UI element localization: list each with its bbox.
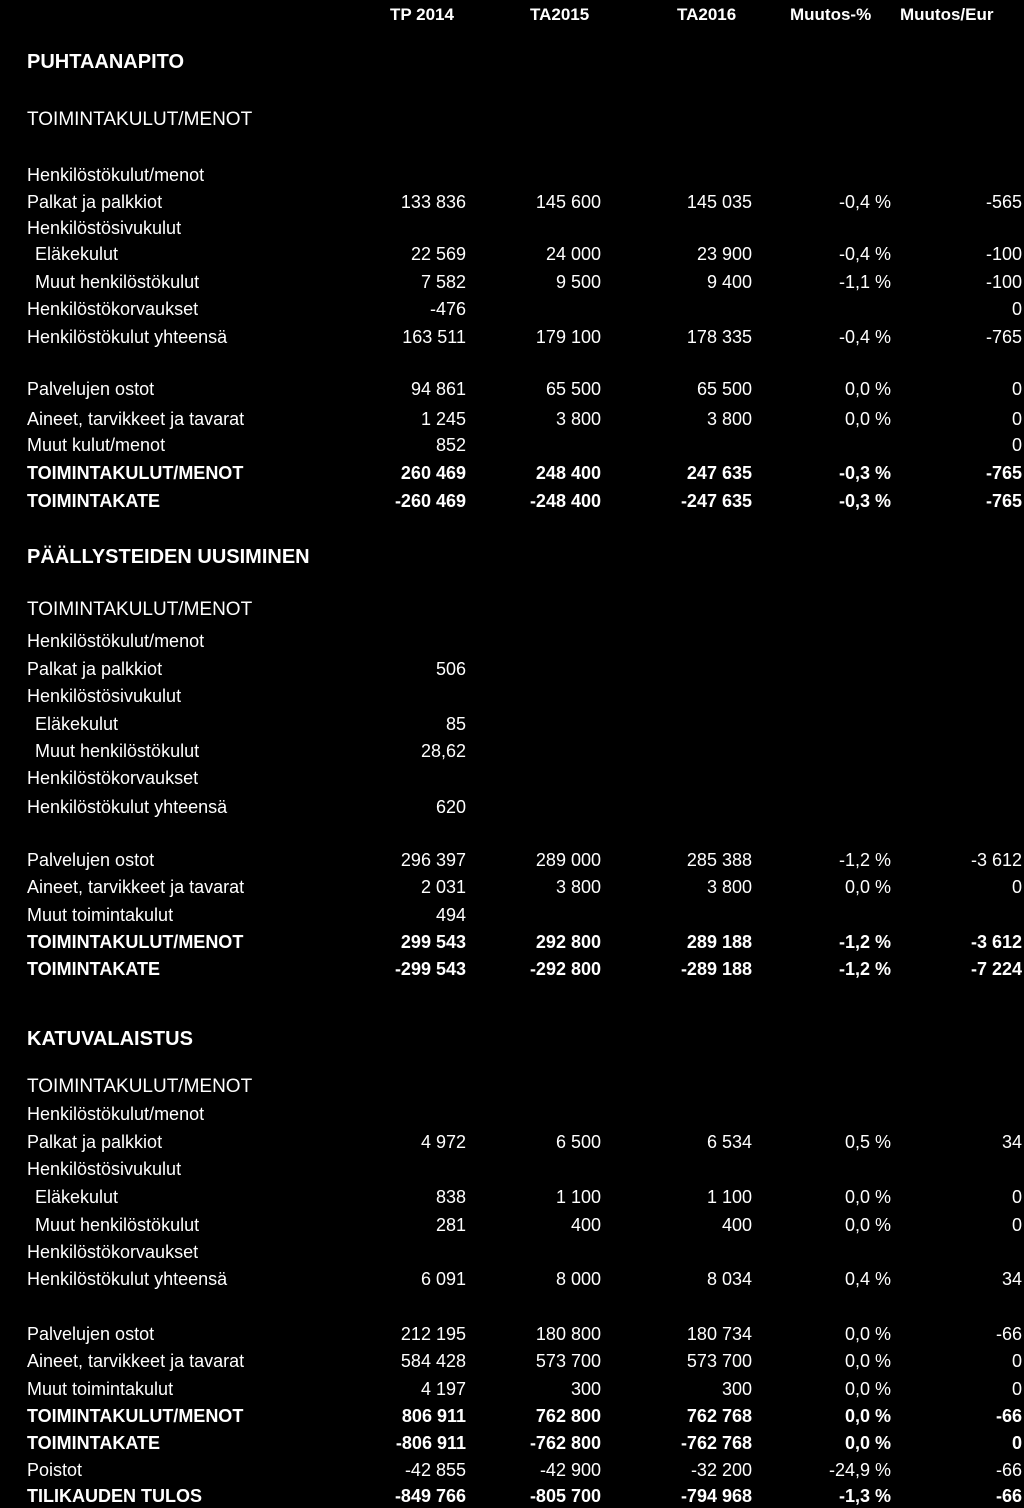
row-label: Henkilöstökorvaukset: [27, 1242, 199, 1262]
cell-tp2014: 7 582: [420, 272, 466, 292]
cell-tp2014: 6 091: [420, 1269, 466, 1289]
cell-tp2014: 838: [435, 1187, 466, 1207]
cell-muutos-eur: -66: [995, 1324, 1022, 1344]
section-subtitle: TOIMINTAKULUT/MENOT: [27, 599, 253, 620]
cell-muutos-pct: 0,0 %: [844, 1351, 891, 1371]
table-row: [0, 1157, 1024, 1181]
row-label: Henkilöstökulut yhteensä: [27, 327, 228, 347]
row-label: Palkat ja palkkiot: [27, 192, 163, 212]
table-row: [0, 766, 1024, 790]
cell-tp2014: 806 911: [401, 1406, 466, 1426]
cell-ta2015: -805 700: [529, 1486, 601, 1506]
col-header-ta2016: TA2016: [677, 5, 737, 24]
cell-ta2015: 762 800: [535, 1406, 601, 1426]
table-row: [0, 903, 1024, 927]
cell-ta2015: 9 500: [555, 272, 601, 292]
cell-ta2015: 300: [570, 1379, 601, 1399]
row-label: Eläkekulut: [35, 1187, 119, 1207]
table-row: [0, 297, 1024, 321]
cell-tp2014: -260 469: [394, 491, 466, 511]
cell-tp2014: 4 197: [420, 1379, 466, 1399]
cell-ta2015: 1 100: [555, 1187, 601, 1207]
cell-ta2016: 285 388: [686, 850, 752, 870]
cell-muutos-eur: 0: [1011, 1215, 1022, 1235]
table-row: [0, 190, 1024, 214]
cell-tp2014: 852: [435, 435, 466, 455]
cell-muutos-eur: 0: [1011, 379, 1022, 399]
cell-ta2016: 145 035: [686, 192, 752, 212]
cell-tp2014: 212 195: [400, 1324, 466, 1344]
table-row: [0, 216, 1024, 240]
table-row: [0, 875, 1024, 899]
cell-muutos-eur: -765: [985, 327, 1022, 347]
cell-muutos-eur: 0: [1011, 409, 1022, 429]
cell-ta2016: 762 768: [686, 1406, 752, 1426]
table-row: [0, 1130, 1024, 1154]
cell-tp2014: 506: [435, 659, 466, 679]
row-label: Muut toimintakulut: [27, 905, 174, 925]
cell-muutos-pct: -1,1 %: [838, 272, 891, 292]
table-row-total: [0, 489, 1024, 513]
cell-muutos-eur: 0: [1011, 877, 1022, 897]
cell-ta2016: -794 968: [680, 1486, 752, 1506]
col-header-muutos-pct: Muutos-%: [790, 5, 872, 24]
col-header-ta2015: TA2015: [530, 5, 590, 24]
table-row: [0, 407, 1024, 431]
cell-ta2016: 178 335: [686, 327, 752, 347]
cell-muutos-eur: 0: [1011, 1433, 1022, 1453]
cell-ta2015: 24 000: [545, 244, 601, 264]
row-label: Muut henkilöstökulut: [35, 272, 200, 292]
cell-muutos-pct: -0,3 %: [838, 463, 891, 483]
table-row: [0, 1349, 1024, 1373]
cell-muutos-eur: 0: [1011, 1351, 1022, 1371]
cell-tp2014: 28,62: [420, 741, 466, 761]
row-label: Palvelujen ostot: [27, 379, 155, 399]
cell-ta2016: 3 800: [706, 877, 752, 897]
table-row: [0, 739, 1024, 763]
cell-muutos-pct: -0,4 %: [838, 192, 891, 212]
row-label: Muut toimintakulut: [27, 1379, 174, 1399]
table-row: [0, 795, 1024, 819]
row-label: Eläkekulut: [35, 244, 119, 264]
row-label: Aineet, tarvikkeet ja tavarat: [27, 409, 245, 429]
table-row: [0, 270, 1024, 294]
table-row: [0, 629, 1024, 653]
cell-muutos-eur: -565: [985, 192, 1022, 212]
section-title-katuvalaistus: KATUVALAISTUS: [27, 1028, 193, 1050]
table-row: [0, 1377, 1024, 1401]
table-row: [0, 325, 1024, 349]
cell-ta2015: -762 800: [529, 1433, 601, 1453]
cell-ta2016: -762 768: [680, 1433, 752, 1453]
cell-tp2014: -299 543: [394, 959, 466, 979]
cell-muutos-pct: 0,0 %: [844, 1433, 891, 1453]
cell-muutos-eur: -66: [995, 1486, 1022, 1506]
cell-ta2016: 247 635: [686, 463, 752, 483]
row-label: Aineet, tarvikkeet ja tavarat: [27, 877, 245, 897]
table-row: [0, 848, 1024, 872]
table-row-total: [0, 1404, 1024, 1428]
cell-muutos-pct: -0,4 %: [838, 327, 891, 347]
cell-tp2014: 260 469: [400, 463, 466, 483]
cell-tp2014: 22 569: [410, 244, 466, 264]
cell-ta2016: 3 800: [706, 409, 752, 429]
cell-muutos-eur: 0: [1011, 1187, 1022, 1207]
cell-tp2014: 1 245: [420, 409, 466, 429]
table-row: [0, 684, 1024, 708]
cell-muutos-eur: 0: [1011, 435, 1022, 455]
cell-muutos-eur: -100: [985, 244, 1022, 264]
cell-muutos-eur: -765: [985, 463, 1022, 483]
cell-ta2015: 292 800: [535, 932, 601, 952]
cell-muutos-eur: 34: [1001, 1132, 1022, 1152]
cell-tp2014: 584 428: [400, 1351, 466, 1371]
cell-muutos-pct: 0,0 %: [844, 1324, 891, 1344]
cell-ta2016: 23 900: [696, 244, 752, 264]
cell-ta2015: 6 500: [555, 1132, 601, 1152]
cell-ta2016: -32 200: [690, 1460, 752, 1480]
row-label: Palkat ja palkkiot: [27, 659, 163, 679]
cell-tp2014: -849 766: [394, 1486, 466, 1506]
cell-muutos-pct: 0,0 %: [844, 379, 891, 399]
cell-muutos-eur: -3 612: [970, 932, 1022, 952]
row-label: TOIMINTAKULUT/MENOT: [27, 932, 244, 952]
cell-muutos-eur: 34: [1001, 1269, 1022, 1289]
row-label: Henkilöstökulut/menot: [27, 1104, 205, 1124]
cell-tp2014: 133 836: [400, 192, 466, 212]
cell-tp2014: 85: [445, 714, 466, 734]
section-subtitle: TOIMINTAKULUT/MENOT: [27, 109, 253, 130]
table-row: [0, 1267, 1024, 1291]
cell-muutos-eur: -66: [995, 1406, 1022, 1426]
table-row: [0, 1240, 1024, 1264]
col-header-muutos-eur: Muutos/Eur: [900, 5, 994, 24]
cell-ta2016: -247 635: [680, 491, 752, 511]
row-label: Muut henkilöstökulut: [35, 741, 200, 761]
cell-ta2016: 300: [721, 1379, 752, 1399]
cell-tp2014: -476: [429, 299, 466, 319]
cell-muutos-pct: 0,0 %: [844, 1406, 891, 1426]
cell-ta2015: -248 400: [529, 491, 601, 511]
table-row: [0, 377, 1024, 401]
cell-muutos-pct: 0,0 %: [844, 1187, 891, 1207]
cell-tp2014: 296 397: [400, 850, 466, 870]
row-label: Henkilöstökulut yhteensä: [27, 1269, 228, 1289]
table-row: [0, 657, 1024, 681]
cell-tp2014: 4 972: [420, 1132, 466, 1152]
row-label: Henkilöstökulut/menot: [27, 631, 205, 651]
table-row: [0, 1185, 1024, 1209]
table-row-total: [0, 461, 1024, 485]
row-label: Palvelujen ostot: [27, 1324, 155, 1344]
cell-muutos-eur: -66: [995, 1460, 1022, 1480]
cell-muutos-eur: -100: [985, 272, 1022, 292]
table-row: [0, 1213, 1024, 1237]
cell-tp2014: -806 911: [395, 1433, 466, 1453]
row-label: TOIMINTAKULUT/MENOT: [27, 463, 244, 483]
section-title-puhtaanapito: PUHTAANAPITO: [27, 51, 185, 73]
cell-ta2015: -292 800: [529, 959, 601, 979]
cell-ta2015: 3 800: [555, 409, 601, 429]
cell-muutos-eur: 0: [1011, 1379, 1022, 1399]
row-label: Henkilöstökorvaukset: [27, 299, 199, 319]
cell-tp2014: 299 543: [400, 932, 466, 952]
row-label: Aineet, tarvikkeet ja tavarat: [27, 1351, 245, 1371]
cell-ta2016: 65 500: [696, 379, 752, 399]
table-row: [0, 433, 1024, 457]
cell-ta2016: 400: [721, 1215, 752, 1235]
cell-tp2014: 494: [435, 905, 466, 925]
row-label: Poistot: [27, 1460, 83, 1480]
cell-ta2016: -289 188: [680, 959, 752, 979]
cell-ta2015: 3 800: [555, 877, 601, 897]
table-row: [0, 1458, 1024, 1482]
cell-ta2015: 400: [570, 1215, 601, 1235]
table-row: [0, 1322, 1024, 1346]
cell-tp2014: 94 861: [410, 379, 466, 399]
cell-muutos-pct: -0,3 %: [838, 491, 891, 511]
cell-ta2016: 289 188: [686, 932, 752, 952]
row-label: Palkat ja palkkiot: [27, 1132, 163, 1152]
table-row-total: [0, 1484, 1024, 1508]
cell-muutos-eur: -7 224: [970, 959, 1022, 979]
row-label: Henkilöstökulut yhteensä: [27, 797, 228, 817]
cell-ta2015: 179 100: [535, 327, 601, 347]
table-row: [0, 163, 1024, 187]
cell-tp2014: 281: [435, 1215, 466, 1235]
row-label: Henkilöstökorvaukset: [27, 768, 199, 788]
cell-muutos-pct: -1,3 %: [838, 1486, 891, 1506]
cell-ta2015: 65 500: [545, 379, 601, 399]
row-label: Eläkekulut: [35, 714, 119, 734]
section-subtitle: TOIMINTAKULUT/MENOT: [27, 1076, 253, 1097]
cell-muutos-pct: 0,0 %: [844, 877, 891, 897]
cell-muutos-pct: -24,9 %: [828, 1460, 891, 1480]
cell-muutos-pct: 0,4 %: [844, 1269, 891, 1289]
cell-muutos-pct: 0,0 %: [844, 1215, 891, 1235]
row-label: Muut kulut/menot: [27, 435, 166, 455]
cell-tp2014: 2 031: [420, 877, 466, 897]
cell-ta2016: 8 034: [706, 1269, 752, 1289]
cell-muutos-pct: -1,2 %: [838, 850, 891, 870]
row-label: Henkilöstösivukulut: [27, 1159, 182, 1179]
table-row-total: [0, 957, 1024, 981]
cell-muutos-pct: -1,2 %: [838, 932, 891, 952]
row-label: Henkilöstökulut/menot: [27, 165, 205, 185]
table-row: [0, 712, 1024, 736]
row-label: TOIMINTAKATE: [27, 491, 160, 511]
cell-ta2016: 180 734: [686, 1324, 752, 1344]
cell-muutos-pct: -1,2 %: [838, 959, 891, 979]
row-label: Palvelujen ostot: [27, 850, 155, 870]
table-row: [0, 1102, 1024, 1126]
table-row: [0, 242, 1024, 266]
row-label: TOIMINTAKATE: [27, 1433, 160, 1453]
cell-muutos-eur: -3 612: [970, 850, 1022, 870]
row-label: TILIKAUDEN TULOS: [27, 1486, 202, 1506]
cell-muutos-pct: 0,5 %: [844, 1132, 891, 1152]
table-row-total: [0, 930, 1024, 954]
row-label: TOIMINTAKULUT/MENOT: [27, 1406, 244, 1426]
col-header-tp2014: TP 2014: [390, 5, 454, 24]
row-label: Muut henkilöstökulut: [35, 1215, 200, 1235]
table-row-total: [0, 1431, 1024, 1455]
cell-ta2015: 573 700: [535, 1351, 601, 1371]
cell-tp2014: 163 511: [402, 327, 466, 347]
cell-ta2016: 6 534: [706, 1132, 752, 1152]
cell-tp2014: 620: [435, 797, 466, 817]
row-label: Henkilöstösivukulut: [27, 218, 182, 238]
cell-ta2015: 248 400: [535, 463, 601, 483]
cell-ta2015: 8 000: [555, 1269, 601, 1289]
cell-muutos-eur: -765: [985, 491, 1022, 511]
cell-muutos-pct: -0,4 %: [838, 244, 891, 264]
cell-muutos-pct: 0,0 %: [844, 1379, 891, 1399]
cell-ta2016: 1 100: [706, 1187, 752, 1207]
cell-ta2015: 289 000: [535, 850, 601, 870]
cell-ta2016: 9 400: [706, 272, 752, 292]
row-label: TOIMINTAKATE: [27, 959, 160, 979]
cell-ta2015: 145 600: [535, 192, 601, 212]
cell-ta2016: 573 700: [686, 1351, 752, 1371]
cell-tp2014: -42 855: [404, 1460, 466, 1480]
section-title-paallysteiden-uusiminen: PÄÄLLYSTEIDEN UUSIMINEN: [27, 546, 310, 568]
cell-ta2015: -42 900: [539, 1460, 601, 1480]
cell-muutos-eur: 0: [1011, 299, 1022, 319]
row-label: Henkilöstösivukulut: [27, 686, 182, 706]
cell-ta2015: 180 800: [535, 1324, 601, 1344]
cell-muutos-pct: 0,0 %: [844, 409, 891, 429]
